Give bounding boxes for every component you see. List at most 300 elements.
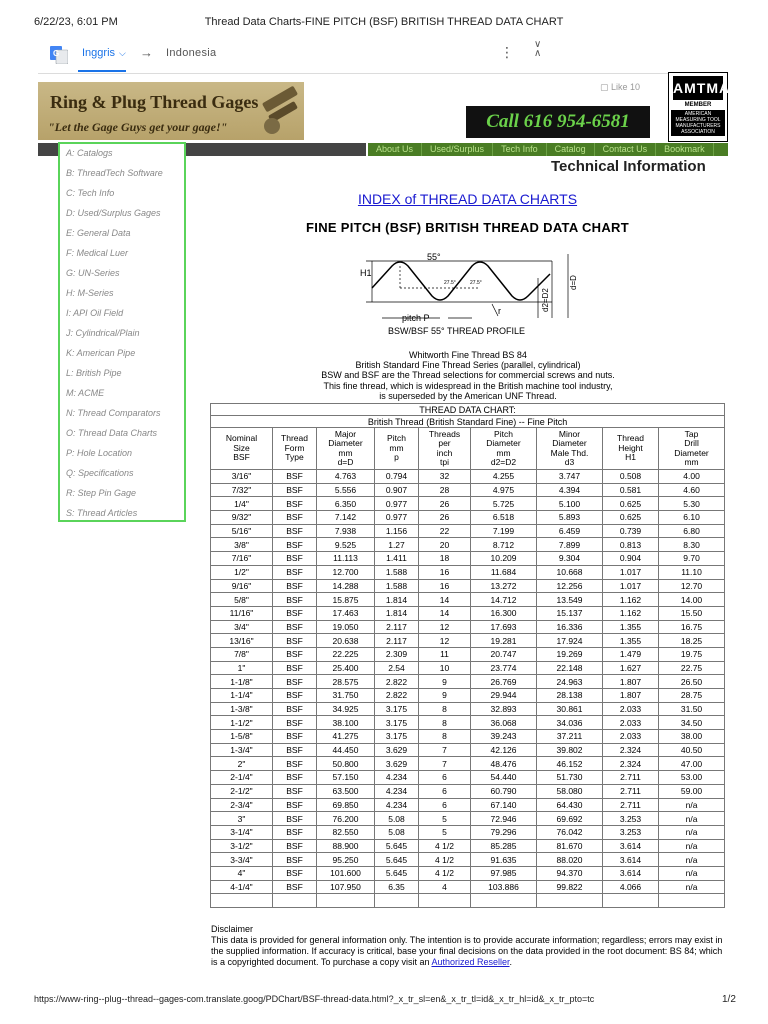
table-cell: 76.200 xyxy=(317,812,375,826)
amtma-association: AMERICAN MEASURING TOOL MANUFACTURERS ASSOCIATION xyxy=(671,110,725,136)
table-cell: 1-3/8" xyxy=(211,702,273,716)
table-cell: 4.234 xyxy=(375,784,419,798)
print-url: https://www-ring--plug--thread--gages-com.translate.goog/PDChart/BSF-thread-data.html?_x_tr_sl=en&_x_tr_tl=id&_x_tr_hl=id&_x_tr_pto=tc xyxy=(34,994,595,1004)
like-button[interactable]: ▢ Like 10 xyxy=(600,82,641,92)
table-cell: 0.625 xyxy=(603,497,659,511)
table-cell: 2.033 xyxy=(603,702,659,716)
table-cell: 99.822 xyxy=(537,880,603,894)
table-cell: 1.411 xyxy=(375,552,419,566)
table-cell: 107.950 xyxy=(317,880,375,894)
disclaimer-end: . xyxy=(509,957,513,967)
table-cell: 3.614 xyxy=(603,866,659,880)
authorized-reseller-link[interactable]: Authorized Reseller xyxy=(431,957,510,967)
menu-item-api-oil-field[interactable]: I: API Oil Field xyxy=(66,308,124,318)
table-cell: 2.711 xyxy=(603,771,659,785)
table-cell: 2-1/4" xyxy=(211,771,273,785)
table-cell: 2.117 xyxy=(375,620,419,634)
table-cell: 5.645 xyxy=(375,853,419,867)
table-cell: 2.033 xyxy=(603,730,659,744)
table-cell: 5/8" xyxy=(211,593,273,607)
table-row xyxy=(211,702,725,716)
source-language-button[interactable] xyxy=(82,47,126,59)
table-cell: 4.255 xyxy=(471,470,537,484)
table-cell: n/a xyxy=(659,853,725,867)
table-cell: BSF xyxy=(273,524,317,538)
table-cell: 38.00 xyxy=(659,730,725,744)
table-cell: 34.50 xyxy=(659,716,725,730)
table-cell: 6 xyxy=(419,798,471,812)
column-header-line: mm xyxy=(496,447,511,458)
menu-item-specifications[interactable]: Q: Specifications xyxy=(66,468,134,478)
table-cell: BSF xyxy=(273,825,317,839)
phone-number[interactable]: Call 616 954-6581 xyxy=(466,106,650,138)
table-row xyxy=(211,689,725,703)
table-cell: 22.75 xyxy=(659,661,725,675)
table-cell: 2.324 xyxy=(603,743,659,757)
table-cell: BSF xyxy=(273,716,317,730)
table-cell: 3.629 xyxy=(375,743,419,757)
table-cell: 16 xyxy=(419,579,471,593)
nav-tech-info[interactable]: Tech Info xyxy=(493,143,547,156)
column-header-line: Tap xyxy=(684,428,699,439)
intro-line: BSW and BSF are the Thread selections for commercial screws and nuts. xyxy=(321,370,615,381)
table-row xyxy=(211,771,725,785)
table-cell: 5 xyxy=(419,825,471,839)
table-cell: 9.525 xyxy=(317,538,375,552)
table-cell: 53.00 xyxy=(659,771,725,785)
table-cell: 22 xyxy=(419,524,471,538)
table-cell: 7.142 xyxy=(317,511,375,525)
table-cell: 6.35 xyxy=(375,880,419,894)
table-cell: 18 xyxy=(419,552,471,566)
table-cell: 4.763 xyxy=(317,470,375,484)
table-cell: 1" xyxy=(211,661,273,675)
table-cell: 32.893 xyxy=(471,702,537,716)
table-cell: 42.126 xyxy=(471,743,537,757)
table-cell: 16.300 xyxy=(471,606,537,620)
table-cell: 20.747 xyxy=(471,647,537,661)
column-header-line: Form xyxy=(284,442,305,453)
table-cell: 3.614 xyxy=(603,839,659,853)
diagram-major-dia-label: d=D xyxy=(569,275,578,290)
table-cell: 2.822 xyxy=(375,675,419,689)
menu-item-medical-luer[interactable]: F: Medical Luer xyxy=(66,248,129,258)
table-cell: 16.75 xyxy=(659,620,725,634)
column-header-line: Thread xyxy=(617,433,644,444)
table-cell: 3-3/4" xyxy=(211,853,273,867)
table-row xyxy=(211,675,725,689)
table-cell: n/a xyxy=(659,866,725,880)
table-cell: 0.813 xyxy=(603,538,659,552)
table-cell: 1.27 xyxy=(375,538,419,552)
print-footer xyxy=(34,994,734,1004)
table-cell: BSF xyxy=(273,552,317,566)
table-row xyxy=(211,593,725,607)
table-cell: 6.350 xyxy=(317,497,375,511)
table-cell: 6.459 xyxy=(537,524,603,538)
table-cell: 1-1/4" xyxy=(211,689,273,703)
table-cell-empty xyxy=(537,894,603,908)
column-header-line: d3 xyxy=(564,457,575,467)
table-cell: 3.175 xyxy=(375,702,419,716)
table-cell: 58.080 xyxy=(537,784,603,798)
table-cell: 1.162 xyxy=(603,593,659,607)
nav-contact-us[interactable]: Contact Us xyxy=(595,143,657,156)
column-header xyxy=(659,428,725,470)
table-cell: 2.033 xyxy=(603,716,659,730)
table-cell: 14.712 xyxy=(471,593,537,607)
table-cell: 1-5/8" xyxy=(211,730,273,744)
top-nav xyxy=(368,143,728,156)
diagram-caption: BSW/BSF 55° THREAD PROFILE xyxy=(388,326,525,336)
table-cell: 2-1/2" xyxy=(211,784,273,798)
table-cell: 4.394 xyxy=(537,483,603,497)
table-cell: 20.638 xyxy=(317,634,375,648)
table-cell: 25.400 xyxy=(317,661,375,675)
table-cell: BSF xyxy=(273,497,317,511)
amtma-logo: AMTMA xyxy=(673,76,723,100)
table-cell: BSF xyxy=(273,743,317,757)
table-cell: 26 xyxy=(419,511,471,525)
table-cell-empty xyxy=(375,894,419,908)
table-row xyxy=(211,634,725,648)
table-cell: 11.10 xyxy=(659,565,725,579)
table-cell: 0.508 xyxy=(603,470,659,484)
table-cell: 3.614 xyxy=(603,853,659,867)
table-cell: 1.479 xyxy=(603,647,659,661)
table-cell: 5.100 xyxy=(537,497,603,511)
table-cell: 14 xyxy=(419,606,471,620)
table-cell: 97.985 xyxy=(471,866,537,880)
menu-item-step-pin-gage[interactable]: R: Step Pin Gage xyxy=(66,488,137,498)
column-header-line: per xyxy=(438,438,451,448)
thread-profile-diagram xyxy=(352,248,582,340)
nav-about-us[interactable]: About Us xyxy=(368,143,422,156)
table-cell: 1.588 xyxy=(375,579,419,593)
table-cell: 7 xyxy=(419,757,471,771)
menu-item-m-series[interactable]: H: M-Series xyxy=(66,288,114,298)
table-cell: 6.10 xyxy=(659,511,725,525)
table-cell: 14.288 xyxy=(317,579,375,593)
table-cell: 2.309 xyxy=(375,647,419,661)
table-cell: 5.645 xyxy=(375,839,419,853)
source-language-label: Inggris xyxy=(82,47,116,59)
table-cell: 0.794 xyxy=(375,470,419,484)
print-date: 6/22/23, 6:01 PM xyxy=(34,16,118,28)
table-cell: 76.042 xyxy=(537,825,603,839)
index-link[interactable]: INDEX of THREAD DATA CHARTS xyxy=(357,191,578,207)
table-cell: 1.017 xyxy=(603,565,659,579)
column-header-line: Thread xyxy=(281,433,308,444)
table-cell-empty xyxy=(419,894,471,908)
table-cell: 39.243 xyxy=(471,730,537,744)
table-cell: BSF xyxy=(273,661,317,675)
table-cell: 1.355 xyxy=(603,620,659,634)
menu-item-un-series[interactable]: G: UN-Series xyxy=(66,268,120,278)
diagram-pitch-label: pitch P xyxy=(402,313,430,323)
table-cell: 14.00 xyxy=(659,593,725,607)
table-cell: BSF xyxy=(273,538,317,552)
table-cell: 4 1/2 xyxy=(419,839,471,853)
table-cell: 7.199 xyxy=(471,524,537,538)
table-cell: 1.162 xyxy=(603,606,659,620)
menu-item-used-surplus-gages[interactable]: D: Used/Surplus Gages xyxy=(66,208,161,218)
table-cell: 19.281 xyxy=(471,634,537,648)
intro-line: This fine thread, which is widespread in the British machine tool industry, xyxy=(323,380,613,391)
table-cell: 48.476 xyxy=(471,757,537,771)
table-cell: BSF xyxy=(273,702,317,716)
table-cell: 4.975 xyxy=(471,483,537,497)
table-cell: 1.588 xyxy=(375,565,419,579)
column-header-line: Diameter xyxy=(486,438,521,448)
table-row xyxy=(211,606,725,620)
table-cell: 9/16" xyxy=(211,579,273,593)
google-translate-icon[interactable] xyxy=(50,46,68,64)
table-cell: 69.850 xyxy=(317,798,375,812)
table-cell: 2-3/4" xyxy=(211,798,273,812)
table-cell: 15.875 xyxy=(317,593,375,607)
table-cell: 40.50 xyxy=(659,743,725,757)
table-cell: 16 xyxy=(419,565,471,579)
column-header xyxy=(471,428,537,470)
table-cell: 4.60 xyxy=(659,483,725,497)
table-cell: 51.730 xyxy=(537,771,603,785)
intro-line: Whitworth Fine Thread BS 84 xyxy=(409,350,527,360)
table-cell: 2.117 xyxy=(375,634,419,648)
column-header-line: Size xyxy=(233,442,250,453)
disclaimer-heading: Disclaimer xyxy=(211,924,254,934)
table-cell: 7/8" xyxy=(211,647,273,661)
menu-item-thread-comparators[interactable]: N: Thread Comparators xyxy=(66,408,161,418)
table-cell: BSF xyxy=(273,620,317,634)
table-cell: n/a xyxy=(659,812,725,826)
table-cell: 64.430 xyxy=(537,798,603,812)
table-cell: 5/16" xyxy=(211,524,273,538)
target-language-button[interactable]: Indonesia xyxy=(166,47,217,59)
table-cell-empty xyxy=(317,894,375,908)
table-cell: 32 xyxy=(419,470,471,484)
table-header-row xyxy=(211,428,725,470)
table-cell: 47.00 xyxy=(659,757,725,771)
table-cell: 15.137 xyxy=(537,606,603,620)
table-cell: 5.556 xyxy=(317,483,375,497)
table-cell: 6.80 xyxy=(659,524,725,538)
thread-data-table xyxy=(210,403,725,908)
table-cell: 8 xyxy=(419,730,471,744)
table-cell: BSF xyxy=(273,798,317,812)
table-cell: 1.017 xyxy=(603,579,659,593)
table-row xyxy=(211,784,725,798)
like-count: Like 10 xyxy=(611,82,641,92)
nav-bookmark[interactable]: Bookmark xyxy=(656,143,714,156)
table-cell: BSF xyxy=(273,470,317,484)
table-cell: 5.08 xyxy=(375,812,419,826)
table-cell: 3/8" xyxy=(211,538,273,552)
table-cell: 46.152 xyxy=(537,757,603,771)
column-header-line: d=D xyxy=(337,457,354,467)
table-row xyxy=(211,497,725,511)
table-cell: 85.285 xyxy=(471,839,537,853)
table-row xyxy=(211,579,725,593)
column-header-line: Diameter xyxy=(328,438,363,448)
table-cell: 3" xyxy=(211,812,273,826)
print-header xyxy=(0,16,768,30)
table-cell: 1.814 xyxy=(375,606,419,620)
table-cell: 81.670 xyxy=(537,839,603,853)
column-header-line: H1 xyxy=(625,452,636,463)
menu-item-british-pipe[interactable]: L: British Pipe xyxy=(66,368,122,378)
table-row xyxy=(211,552,725,566)
menu-item-hole-location[interactable]: P: Hole Location xyxy=(66,448,133,458)
diagram-r-label: r xyxy=(498,306,501,316)
table-cell: 5.30 xyxy=(659,497,725,511)
disclaimer xyxy=(211,924,731,968)
amtma-member-logo xyxy=(668,72,731,142)
table-cell: BSF xyxy=(273,647,317,661)
column-header-line: Diameter xyxy=(674,447,709,458)
nav-used-surplus[interactable]: Used/Surplus xyxy=(422,143,493,156)
chevron-down-icon: ⌵ xyxy=(119,48,126,58)
table-row xyxy=(211,483,725,497)
table-cell: 50.800 xyxy=(317,757,375,771)
table-cell: 7.938 xyxy=(317,524,375,538)
thread-gauge-icon xyxy=(258,84,302,138)
table-cell: 2.711 xyxy=(603,798,659,812)
intro-line: British Standard Fine Thread Series (parallel, cylindrical) xyxy=(355,360,581,371)
table-cell: 95.250 xyxy=(317,853,375,867)
table-cell: 3.253 xyxy=(603,825,659,839)
table-cell: 19.75 xyxy=(659,647,725,661)
table-cell: 7/16" xyxy=(211,552,273,566)
column-header-line: d2=D2 xyxy=(490,457,517,467)
table-cell: 7.899 xyxy=(537,538,603,552)
table-cell: 22.225 xyxy=(317,647,375,661)
table-cell: 4 xyxy=(419,880,471,894)
table-cell: BSF xyxy=(273,511,317,525)
disclaimer-text: This data is provided for general information only. The intention is to provide accurate information; regardless; errors may exist in the supplied information. If accuracy is critical, base your final decisions on the data provided in the root document: BS 84; which is a copyrighted document. To purchase a copy visit an xyxy=(211,935,723,967)
table-cell: 44.450 xyxy=(317,743,375,757)
table-cell: 34.036 xyxy=(537,716,603,730)
table-cell: 18.25 xyxy=(659,634,725,648)
table-cell: 57.150 xyxy=(317,771,375,785)
column-header-line: BSF xyxy=(233,452,250,463)
intro-line: is superseded by the American UNF Thread. xyxy=(379,390,557,401)
diagram-half-angle-left: 27.5° xyxy=(444,280,456,286)
table-cell: 72.946 xyxy=(471,812,537,826)
collapse-icon[interactable]: ∨ ∧ xyxy=(534,39,542,59)
column-header-line: p xyxy=(394,452,399,463)
table-cell: 28.138 xyxy=(537,689,603,703)
table-empty-row xyxy=(211,894,725,908)
table-cell: 23.774 xyxy=(471,661,537,675)
table-cell: 12.700 xyxy=(317,565,375,579)
table-cell: 1.807 xyxy=(603,675,659,689)
translate-bar-divider xyxy=(38,73,728,74)
table-cell: 4.234 xyxy=(375,771,419,785)
table-cell: 9 xyxy=(419,689,471,703)
table-cell: 28 xyxy=(419,483,471,497)
table-cell: BSF xyxy=(273,866,317,880)
table-cell: 0.625 xyxy=(603,511,659,525)
menu-item-catalogs[interactable]: A: Catalogs xyxy=(66,148,113,158)
menu-item-threadtech-software[interactable]: B: ThreadTech Software xyxy=(66,168,163,178)
table-cell: 39.802 xyxy=(537,743,603,757)
column-header-line: mm xyxy=(389,442,404,453)
table-cell: n/a xyxy=(659,839,725,853)
menu-item-tech-info[interactable]: C: Tech Info xyxy=(66,188,115,198)
table-cell: 1-1/2" xyxy=(211,716,273,730)
table-cell: 4 1/2 xyxy=(419,853,471,867)
menu-item-american-pipe[interactable]: K: American Pipe xyxy=(66,348,136,358)
column-header xyxy=(211,428,273,470)
menu-item-cylindrical-plain[interactable]: J: Cylindrical/Plain xyxy=(66,328,140,338)
column-header xyxy=(537,428,603,470)
column-header xyxy=(317,428,375,470)
table-cell: n/a xyxy=(659,880,725,894)
table-cell: 29.944 xyxy=(471,689,537,703)
table-cell: 60.790 xyxy=(471,784,537,798)
nav-catalog[interactable]: Catalog xyxy=(547,143,595,156)
column-header-line: Threads xyxy=(428,428,461,439)
table-cell: 15.50 xyxy=(659,606,725,620)
table-row xyxy=(211,798,725,812)
table-cell: 79.296 xyxy=(471,825,537,839)
source-language-underline xyxy=(78,70,126,72)
table-cell: 59.00 xyxy=(659,784,725,798)
menu-item-thread-data-charts[interactable]: O: Thread Data Charts xyxy=(66,428,158,438)
table-cell: 14 xyxy=(419,593,471,607)
column-header-line: mm xyxy=(338,447,353,458)
table-cell: 4.066 xyxy=(603,880,659,894)
table-row xyxy=(211,757,725,771)
table-row xyxy=(211,565,725,579)
table-cell: 11 xyxy=(419,647,471,661)
table-cell: 69.692 xyxy=(537,812,603,826)
more-options-icon[interactable]: ⋮ xyxy=(500,44,514,60)
table-cell: 13.549 xyxy=(537,593,603,607)
table-cell: 4.234 xyxy=(375,798,419,812)
table-cell: 6 xyxy=(419,784,471,798)
page-number: 1/2 xyxy=(722,994,736,1005)
table-cell: 2" xyxy=(211,757,273,771)
table-cell: 3-1/2" xyxy=(211,839,273,853)
site-banner[interactable] xyxy=(38,82,304,140)
column-header-line: Minor xyxy=(558,428,581,439)
table-cell: 0.907 xyxy=(375,483,419,497)
table-cell: 17.693 xyxy=(471,620,537,634)
table-cell: BSF xyxy=(273,812,317,826)
table-cell: 19.050 xyxy=(317,620,375,634)
table-cell: 1.807 xyxy=(603,689,659,703)
intro-text xyxy=(200,350,736,401)
table-cell: 1.627 xyxy=(603,661,659,675)
table-cell: 1.355 xyxy=(603,634,659,648)
table-cell: 82.550 xyxy=(317,825,375,839)
menu-item-thread-articles[interactable]: S: Thread Articles xyxy=(66,508,138,518)
table-row xyxy=(211,853,725,867)
table-cell: 3/16" xyxy=(211,470,273,484)
table-cell-empty xyxy=(603,894,659,908)
menu-item-general-data[interactable]: E: General Data xyxy=(66,228,131,238)
table-cell: 1/2" xyxy=(211,565,273,579)
column-header-line: Pitch xyxy=(494,428,513,439)
menu-item-acme[interactable]: M: ACME xyxy=(66,388,105,398)
table-cell: 4.00 xyxy=(659,470,725,484)
table-cell: 11.684 xyxy=(471,565,537,579)
svg-text:G: G xyxy=(53,49,60,58)
table-cell: 94.370 xyxy=(537,866,603,880)
table-cell: 0.977 xyxy=(375,497,419,511)
